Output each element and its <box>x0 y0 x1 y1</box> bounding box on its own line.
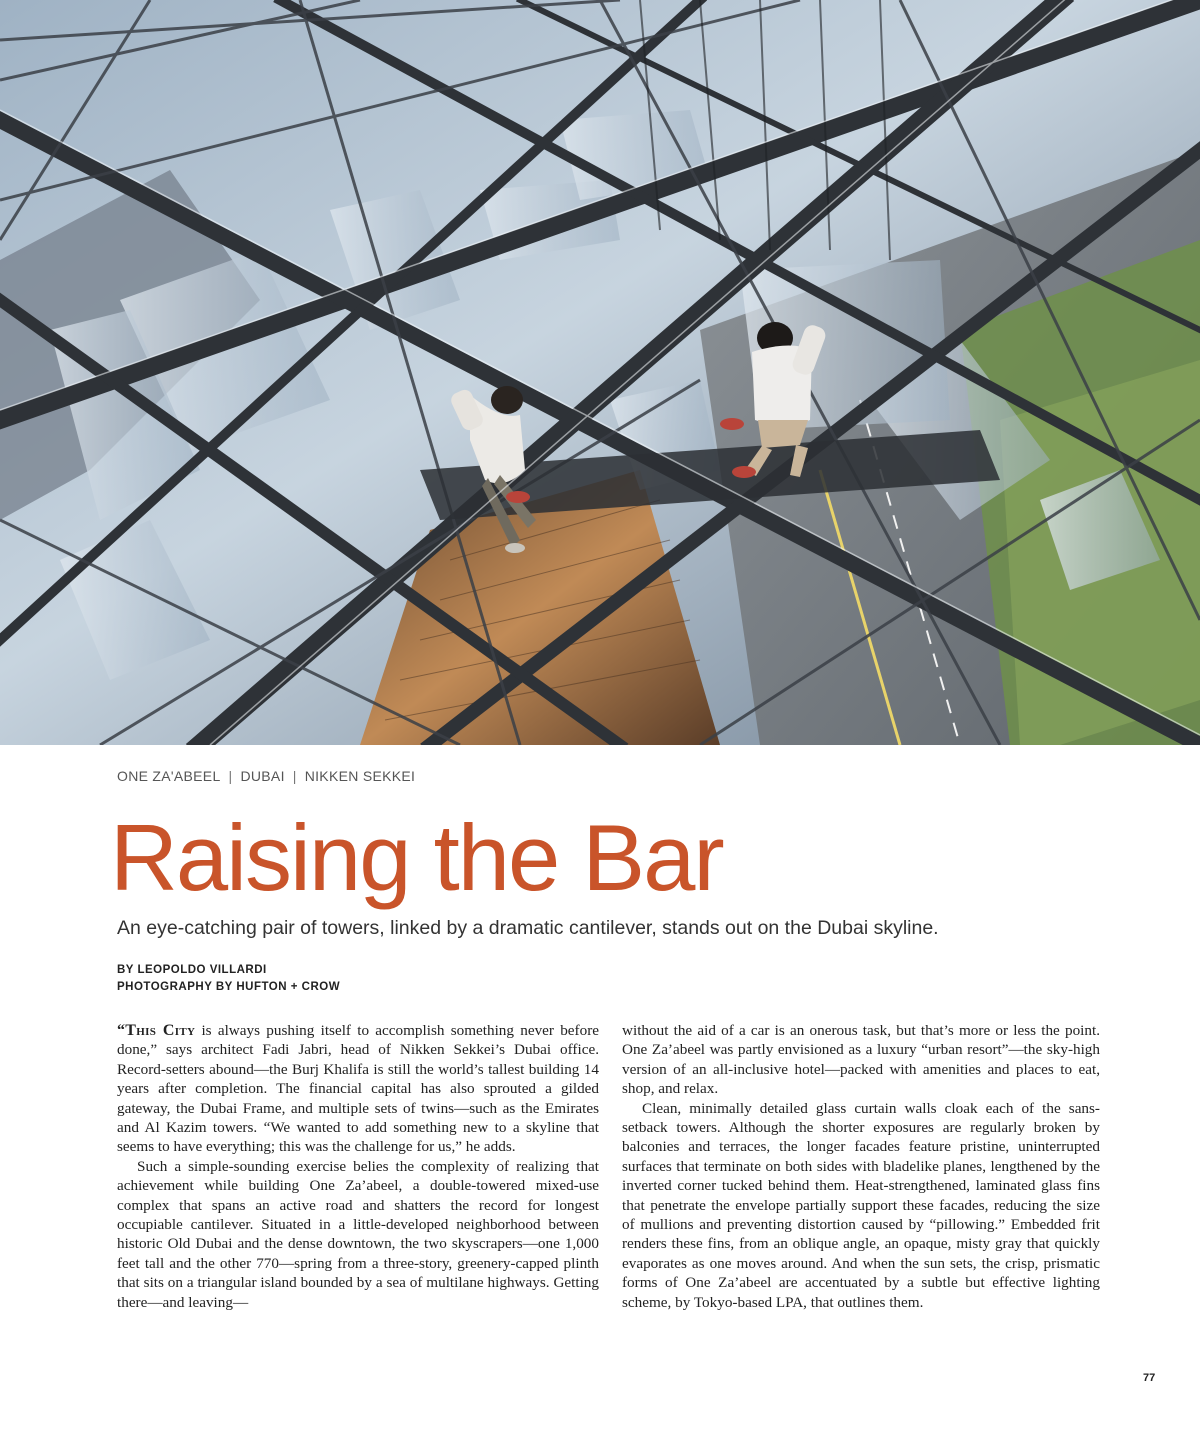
kicker <box>117 768 415 784</box>
body-paragraph: Such a simple-sounding exercise belies the complexity of realizing that achievement while building One Za’abeel, a double-towered mixed-use complex that spans an active road and shatters the record for longest occupiable cantilever. Situated in a little-developed neighborhood between historic Old Dubai and the dense downtown, the two skyscrapers—one 1,000 feet tall and the other 770—spring from a three-story, greenery-capped plinth that sits on a triangular island bounded by a sea of multilane highways. Getting there—and leaving— <box>117 1157 599 1311</box>
kicker-separator: | <box>228 768 233 784</box>
body-paragraph <box>117 1021 599 1157</box>
page-number: 77 <box>1143 1372 1156 1384</box>
byline-author: BY LEOPOLDO VILLARDI <box>117 964 267 976</box>
headline: Raising the Bar <box>110 805 723 910</box>
kicker-separator: | <box>292 768 297 784</box>
kicker-city: DUBAI <box>240 768 285 784</box>
body-column-right <box>622 1021 1100 1312</box>
body-paragraph: Clean, minimally detailed glass curtain walls cloak each of the sans-setback towers. Although the shorter exposures are regularly broken by balconies and terraces, the longer facades feature pristine, uninterrupted surfaces that terminate on both sides with bladelike planes, lengthened by the inverted corner tucked behind them. Heat-strengthened, laminated glass fins that penetrate the envelope partially support these facades, reducing the size of mullions and preventing distortion caused by “pillowing.” Embedded frit renders these fins, from an oblique angle, an opaque, misty gray that quickly evaporates as one moves around. And when the sun sets, the crisp, prismatic forms of One Za’abeel are accentuated by a subtle but effective lighting scheme, by Tokyo-based LPA, that outlines them. <box>622 1099 1100 1311</box>
dek: An eye-catching pair of towers, linked by a dramatic cantilever, stands out on the Dubai skyline. <box>117 917 939 939</box>
body-column-left <box>117 1021 599 1312</box>
kicker-project: ONE ZA'ABEEL <box>117 768 221 784</box>
byline <box>117 962 340 996</box>
body-paragraph: without the aid of a car is an onerous task, but that’s more or less the point. One Za’abeel was partly envisioned as a luxury “urban resort”—the sky-high version of an all-inclusive hotel—packed with amenities and places to eat, shop, and relax. <box>622 1022 1100 1098</box>
kicker-firm: NIKKEN SEKKEI <box>304 768 416 784</box>
byline-photo-credit: PHOTOGRAPHY BY HUFTON + CROW <box>117 981 341 993</box>
paragraph-text: is always pushing itself to accomplish something never before done,” says architect Fadi Jabri, head of Nikken Sekkei’s Dubai office. Record-setters abound—the Burj Khalifa is still the world’s tallest building 14 years after completion. The financial capital has also sprouted a gilded gateway, the Dubai Frame, and multiple sets of twins—such as the Emirates and Al Kazim towers. “We wanted to add something new to a skyline that seems to have everything; this was the challenge for us,” he adds. <box>117 1022 599 1156</box>
lead-in: “This City <box>117 1022 196 1039</box>
